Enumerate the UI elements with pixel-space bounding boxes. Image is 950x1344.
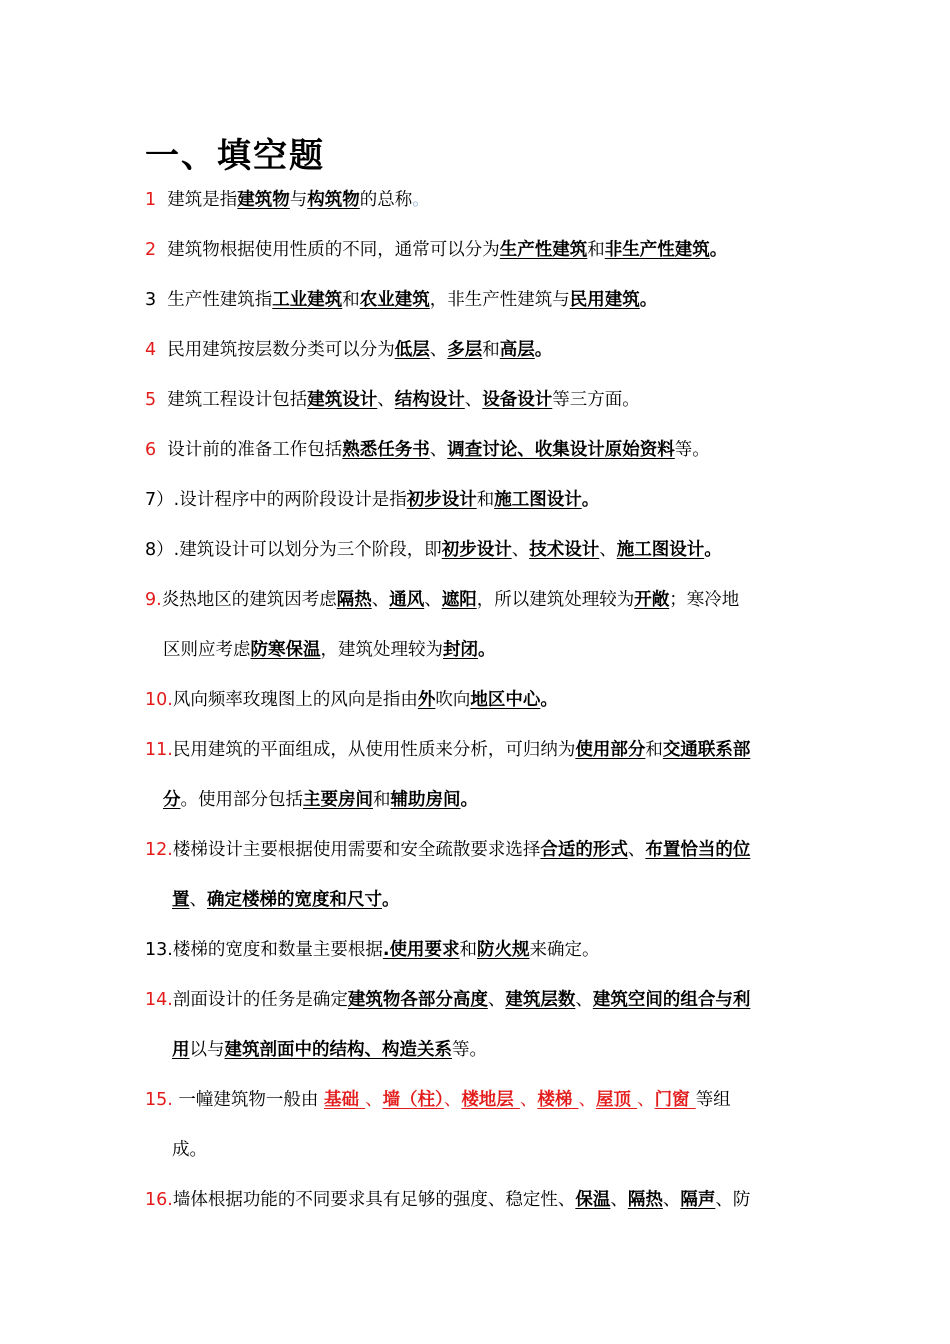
answer: 建筑层数 — [505, 990, 576, 1010]
question-text: 的总称 — [359, 190, 413, 210]
answer: 墙（柱） — [382, 1090, 444, 1110]
answer: 隔声 — [680, 1190, 716, 1210]
question-text: 楼梯的宽度和数量主要根据 — [172, 940, 383, 960]
question-number: 11. — [145, 740, 173, 760]
question-number: 12. — [145, 840, 173, 860]
question-15 — [145, 1086, 731, 1114]
question-4 — [145, 336, 552, 364]
question-text: 和 — [459, 940, 477, 960]
answer: 封闭 — [443, 640, 478, 660]
question-text: 。 — [534, 340, 553, 360]
answer: 开敞 — [634, 590, 670, 610]
question-text: 、 — [429, 440, 448, 460]
answer: 用 — [172, 1040, 190, 1060]
question-number: 5 — [145, 390, 157, 410]
question-text: 。 — [478, 640, 496, 660]
section-title: 一、填空题 — [145, 136, 325, 176]
question-number: 8） — [145, 540, 174, 560]
question-text: ；寒冷地 — [669, 590, 740, 610]
answer: 民用建筑 — [569, 290, 640, 310]
question-number: 2 — [145, 240, 157, 260]
answer: 基础 — [323, 1090, 366, 1110]
answer: 建筑设计 — [307, 390, 378, 410]
separator: 、 — [578, 1090, 596, 1110]
separator: 、 — [637, 1090, 655, 1110]
answer: 辅助房间 — [390, 790, 461, 810]
question-text: 等。 — [452, 1040, 487, 1060]
question-text: 剖面设计的任务是确定 — [172, 990, 348, 1010]
question-text: 成。 — [172, 1140, 207, 1160]
answer: 低层 — [394, 340, 430, 360]
answer: 防寒保温 — [250, 640, 321, 660]
question-text: 、 — [487, 990, 506, 1010]
answer: 建筑空间的组合与利 — [592, 990, 751, 1010]
question-14 — [145, 986, 750, 1014]
question-text: ，建筑处理较为 — [320, 640, 443, 660]
question-text: 和 — [342, 290, 360, 310]
answer: 非生产性建筑 — [604, 240, 710, 260]
answer: 施工图设计 — [616, 540, 705, 560]
question-text: ，非生产性建筑与 — [429, 290, 570, 310]
question-1 — [145, 186, 430, 214]
question-text: 和 — [587, 240, 605, 260]
question-text: .建筑设计可以划分为三个阶段，即 — [173, 540, 442, 560]
question-number: 4 — [145, 340, 157, 360]
question-text: 风向频率玫瑰图上的风向是指由 — [172, 690, 418, 710]
question-text: 。 — [460, 790, 478, 810]
question-text: 民用建筑的平面组成，从使用性质来分析，可归纳为 — [172, 740, 576, 760]
answer: 置 — [172, 890, 190, 910]
question-text: 。 — [382, 890, 400, 910]
question-12-continued — [172, 886, 400, 914]
question-text: 建筑工程设计包括 — [167, 390, 308, 410]
question-3 — [145, 286, 657, 314]
answer: 初步设计 — [441, 540, 512, 560]
question-text: 、 — [662, 1190, 681, 1210]
question-text: 、防 — [715, 1190, 751, 1210]
question-text: 、 — [599, 540, 617, 560]
answer: 楼地层 — [461, 1090, 520, 1110]
question-text: 建筑物根据使用性质的不同，通常可以分为 — [167, 240, 500, 260]
answer: 屋顶 — [596, 1090, 638, 1110]
answer: 高层 — [499, 340, 535, 360]
question-text: 。 — [540, 690, 558, 710]
question-text: 、 — [575, 990, 593, 1010]
question-number: 16. — [145, 1190, 173, 1210]
answer: 分 — [163, 790, 181, 810]
question-text: 和 — [476, 490, 495, 510]
question-text: 、 — [189, 890, 207, 910]
question-11 — [145, 736, 750, 764]
question-text: 墙体根据功能的不同要求具有足够的强度、稳定性、 — [172, 1190, 576, 1210]
question-11-continued — [163, 786, 478, 814]
answer: 建筑剖面中的结构、构造关系 — [224, 1040, 452, 1060]
question-text: 与 — [289, 190, 308, 210]
question-text: 等。 — [674, 440, 710, 460]
question-text: 。 — [581, 490, 600, 510]
answer: 门窗 — [654, 1090, 696, 1110]
question-9 — [145, 586, 739, 614]
answer: 防火规 — [477, 940, 530, 960]
question-text: 、 — [464, 390, 483, 410]
question-9-continued — [163, 636, 496, 664]
answer: 建筑物各部分高度 — [347, 990, 488, 1010]
question-text: 炎热地区的建筑因考虑 — [161, 590, 337, 610]
answer: 施工图设计 — [494, 490, 582, 510]
answer: 初步设计 — [406, 490, 477, 510]
question-16 — [145, 1186, 750, 1214]
question-text: 、 — [424, 590, 442, 610]
question-number: 7） — [145, 490, 174, 510]
question-text: 、 — [371, 590, 390, 610]
question-text: 以与 — [189, 1040, 225, 1060]
question-14-continued — [172, 1036, 487, 1064]
question-text: 等组 — [695, 1090, 731, 1110]
answer: 确定楼梯的宽度和尺寸 — [207, 890, 382, 910]
answer: 布置恰当的位 — [645, 840, 751, 860]
answer: 工业建筑 — [272, 290, 343, 310]
question-5 — [145, 386, 640, 414]
question-number: 15. — [145, 1090, 173, 1110]
question-text: 楼梯设计主要根据使用需要和安全疏散要求选择 — [172, 840, 541, 860]
separator: 、 — [443, 1090, 462, 1110]
answer: 多层 — [447, 340, 483, 360]
answer: 建筑物 — [237, 190, 290, 210]
answer: 调查讨论、收集设计原始资料 — [447, 440, 675, 460]
answer: 使用部分 — [575, 740, 646, 760]
question-12 — [145, 836, 750, 864]
question-number: 1 — [145, 190, 157, 210]
question-15-continued — [172, 1136, 207, 1164]
question-text: .设计程序中的两阶段设计是指 — [173, 490, 407, 510]
answer: .使用要求 — [382, 940, 460, 960]
question-text: 一幢建筑物一般由 — [172, 1090, 324, 1110]
question-text: 、 — [610, 1190, 628, 1210]
question-text: 吹向 — [435, 690, 471, 710]
separator: 、 — [365, 1090, 383, 1110]
question-text: 和 — [482, 340, 500, 360]
question-text: 生产性建筑指 — [167, 290, 273, 310]
answer: 地区中心 — [470, 690, 541, 710]
separator: 、 — [519, 1090, 538, 1110]
answer: 熟悉任务书 — [342, 440, 430, 460]
question-number: 3 — [145, 290, 157, 310]
question-text: 。 — [412, 190, 430, 210]
answer: 交通联系部 — [662, 740, 751, 760]
question-text: 设计前的准备工作包括 — [167, 440, 343, 460]
question-text: 民用建筑按层数分类可以分为 — [167, 340, 395, 360]
question-10 — [145, 686, 558, 714]
question-text: 区则应考虑 — [163, 640, 251, 660]
question-text: 。 — [709, 240, 728, 260]
question-text: 等三方面。 — [552, 390, 640, 410]
question-13 — [145, 936, 600, 964]
question-7 — [145, 486, 599, 514]
question-number: 10. — [145, 690, 173, 710]
question-8 — [145, 536, 722, 564]
question-text: 和 — [373, 790, 391, 810]
answer: 遮阳 — [441, 590, 477, 610]
answer: 通风 — [389, 590, 425, 610]
answer: 构筑物 — [307, 190, 360, 210]
question-text: 、 — [429, 340, 448, 360]
question-text: 和 — [645, 740, 663, 760]
answer: 外 — [417, 690, 436, 710]
question-text: ，所以建筑处理较为 — [476, 590, 635, 610]
answer: 楼梯 — [537, 1090, 579, 1110]
answer: 合适的形式 — [540, 840, 628, 860]
answer: 保温 — [575, 1190, 611, 1210]
answer: 隔热 — [627, 1190, 663, 1210]
answer: 技术设计 — [529, 540, 600, 560]
question-text: 。 — [704, 540, 722, 560]
answer: 隔热 — [336, 590, 372, 610]
answer: 设备设计 — [482, 390, 553, 410]
question-text: 、 — [627, 840, 646, 860]
question-text: 。 — [639, 290, 658, 310]
answer: 生产性建筑 — [499, 240, 588, 260]
question-2 — [145, 236, 727, 264]
answer: 结构设计 — [394, 390, 465, 410]
question-number: 6 — [145, 440, 157, 460]
answer: 主要房间 — [303, 790, 373, 810]
answer: 农业建筑 — [359, 290, 430, 310]
question-text: 、 — [511, 540, 530, 560]
question-number: 9. — [145, 590, 162, 610]
question-text: 来确定。 — [529, 940, 600, 960]
question-text: 建筑是指 — [167, 190, 238, 210]
question-6 — [145, 436, 710, 464]
question-number: 13. — [145, 940, 173, 960]
question-text: 、 — [377, 390, 395, 410]
question-number: 14. — [145, 990, 173, 1010]
question-text: 。使用部分包括 — [180, 790, 303, 810]
